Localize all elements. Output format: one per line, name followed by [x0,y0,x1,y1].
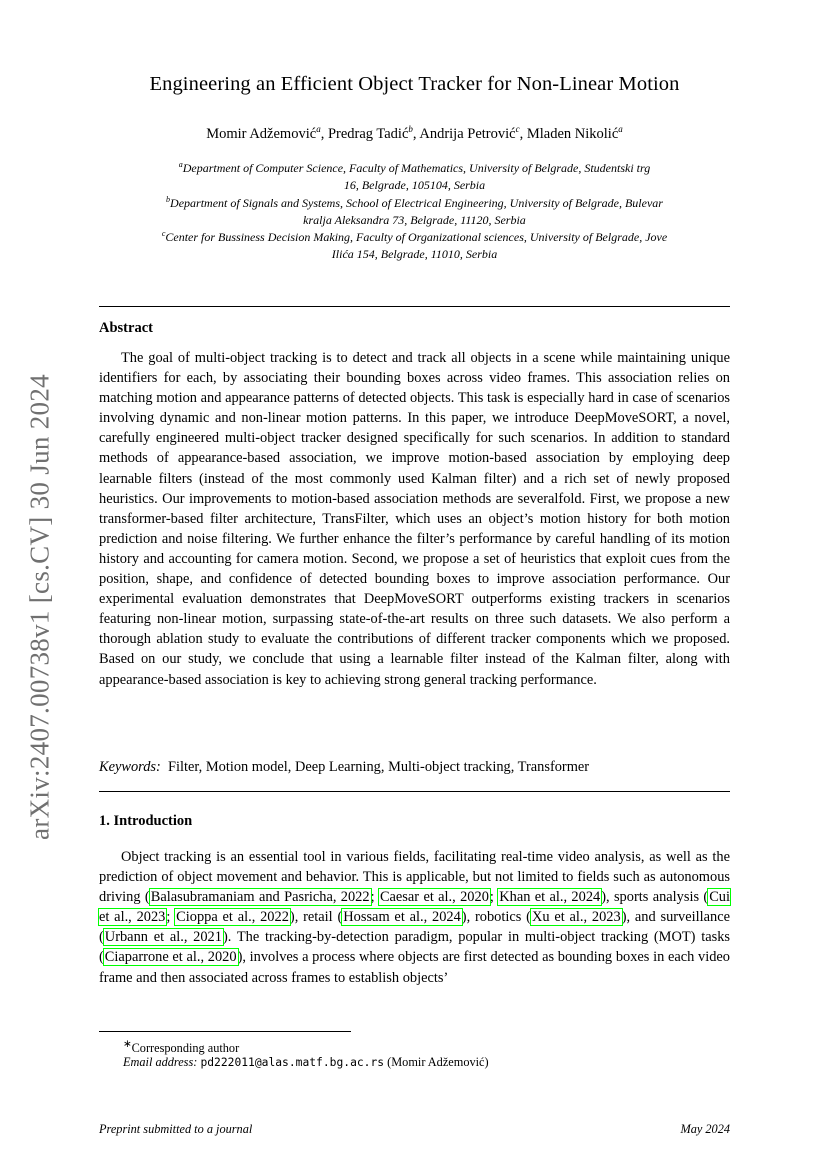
divider [99,306,730,307]
keywords-label: Keywords: [99,759,161,775]
intro-text: ; [370,889,379,906]
author-affil-mark: b [408,124,413,134]
affiliation-mark: a [178,160,183,169]
section-heading-introduction: 1. Introduction [99,813,193,829]
email-address[interactable]: pd222011@alas.matf.bg.ac.rs [200,1056,385,1069]
footer-preprint-note: Preprint submitted to a journal [99,1122,253,1136]
author-list: Momir Adžemović$^a$, Predrag Tadić$^b$, Andrija Petrović$^c$, Mladen Nikolić$^a$ [206,124,623,142]
citation-link[interactable]: Ciaparrone et al., 2020 [104,949,237,966]
affiliation-line: kralja Aleksandra 73, Belgrade, 11120, Serbia [303,213,526,227]
intro-text: ), robotics ( [461,909,531,926]
intro-text: ), and surveillance ( [99,909,730,946]
arxiv-sidebar [22,364,58,850]
abstract-text: The goal of multi-object tracking is to detect and track all objects in a scene while maintaining unique identifiers for each, by associating their bounding boxes across video frames. This association relies on matching motion and appearance patterns of detected objects. This task is especially hard in case of scenarios involving dynamic and non-linear motion patterns. In this paper, we introduce DeepMoveSORT, a novel, carefully engineered multi-object tracker designed specifically for such scenarios. In addition to standard methods of appearance-based association, we improve motion-based association by employing deep learnable filters (instead of the most commonly used Kalman filter) and a rich set of newly proposed heuristics. Our improvements to motion-based association methods are severalfold. First, we propose a new transformer-based filter architecture, TransFilter, which uses an object’s motion history for both motion prediction and noise filtering. We further enhance the filter’s performance by careful handling of its motion history and accounting for camera motion. Second, we propose a set of heuristics that exploit cues from the position, shape, and confidence of detected bounding boxes to improve association performance. Our experimental evaluation demonstrates that DeepMoveSORT outperforms existing trackers in scenarios featuring non-linear motion, surpassing state-of-the-art results on three such datasets. We also perform a thorough ablation study to evaluate the contributions of different tracker components which we proposed. Based on our study, we conclude that using a learnable filter instead of the Kalman filter, along with appearance-based association is key to achieving strong general tracking performance. [99,350,730,688]
footnote-email [123,1055,730,1070]
intro-text: ), retail ( [289,909,343,926]
introduction-text [99,847,730,988]
arxiv-identifier: arXiv:2407.00738v1 [cs.CV] 30 Jun 2024 [24,374,55,840]
affiliation-line: 16, Belgrade, 105104, Serbia [343,178,486,192]
paper-title: Engineering an Efficient Object Tracker for Non-Linear Motion [149,73,680,95]
affiliation [99,225,730,263]
affiliation-mark: b [166,195,171,204]
author-name: Momir Adžemović [206,125,317,142]
author-name: Andrija Petrović [419,125,516,142]
intro-text: ; [166,909,176,926]
citation-link[interactable]: Cioppa et al., 2022 [176,909,289,926]
intro-text: Object tracking is an essential tool in various fields, facilitating real-time video analysis, as well as the prediction of object movement and behavior. This is applicable, but not limited to fields such as autonomous driving ( [99,849,730,906]
affiliation [99,156,730,194]
footer-date: May 2024 [680,1122,730,1136]
footnote-divider [99,1031,351,1032]
author-name: Mladen Nikolić [526,125,619,142]
author-name: Predrag Tadić [327,125,409,142]
citation-link[interactable]: Balasubramaniam and Pasricha, 2022 [150,889,370,906]
footnote-corresponding [123,1038,730,1056]
footnote-text: Corresponding author [131,1041,240,1056]
citation-link[interactable]: Hossam et al., 2024 [343,909,461,926]
author-affil-mark: a [618,124,623,134]
email-owner: (Momir Adžemović) [387,1055,489,1069]
keywords [99,759,730,776]
footnote-mark: ∗ [123,1039,132,1050]
keywords-list: Filter, Motion model, Deep Learning, Multi-object tracking, Transformer [168,759,590,775]
email-label: Email address: [123,1055,198,1069]
author-affil-mark: a [316,124,321,134]
intro-text: ), sports analysis ( [601,889,709,906]
intro-text: ; [489,889,499,906]
author-affil-mark: c [515,124,520,134]
divider [99,791,730,792]
affiliation [99,191,730,229]
citation-link[interactable]: Cui et al., 2023 [99,889,730,926]
citation-link[interactable]: Caesar et al., 2020 [379,889,489,906]
abstract-heading: Abstract [99,320,153,336]
intro-text: ). The tracking-by-detection paradigm, popular in multi-object tracking (MOT) tasks ( [99,929,730,966]
citation-link[interactable]: Xu et al., 2023 [531,909,621,926]
affiliation-line: Department of Computer Science, Faculty of Mathematics, University of Belgrade, Studentski trg [182,161,651,175]
citation-link[interactable]: Khan et al., 2024 [499,889,601,906]
affiliation-line: Ilića 154, Belgrade, 11010, Serbia [331,247,498,261]
intro-text: ), involves a process where objects are first detected as bounding boxes in each video frame and then associated across frames to establish objects’ [99,949,730,986]
citation-link[interactable]: Urbann et al., 2021 [104,929,222,946]
affiliation-mark: c [161,229,166,238]
affiliation-line: Center for Bussiness Decision Making, Faculty of Organizational sciences, University of Belgrade, Jove [165,230,668,244]
affiliation-line: Department of Signals and Systems, School of Electrical Engineering, University of Belgrade, Bulevar [170,196,663,210]
